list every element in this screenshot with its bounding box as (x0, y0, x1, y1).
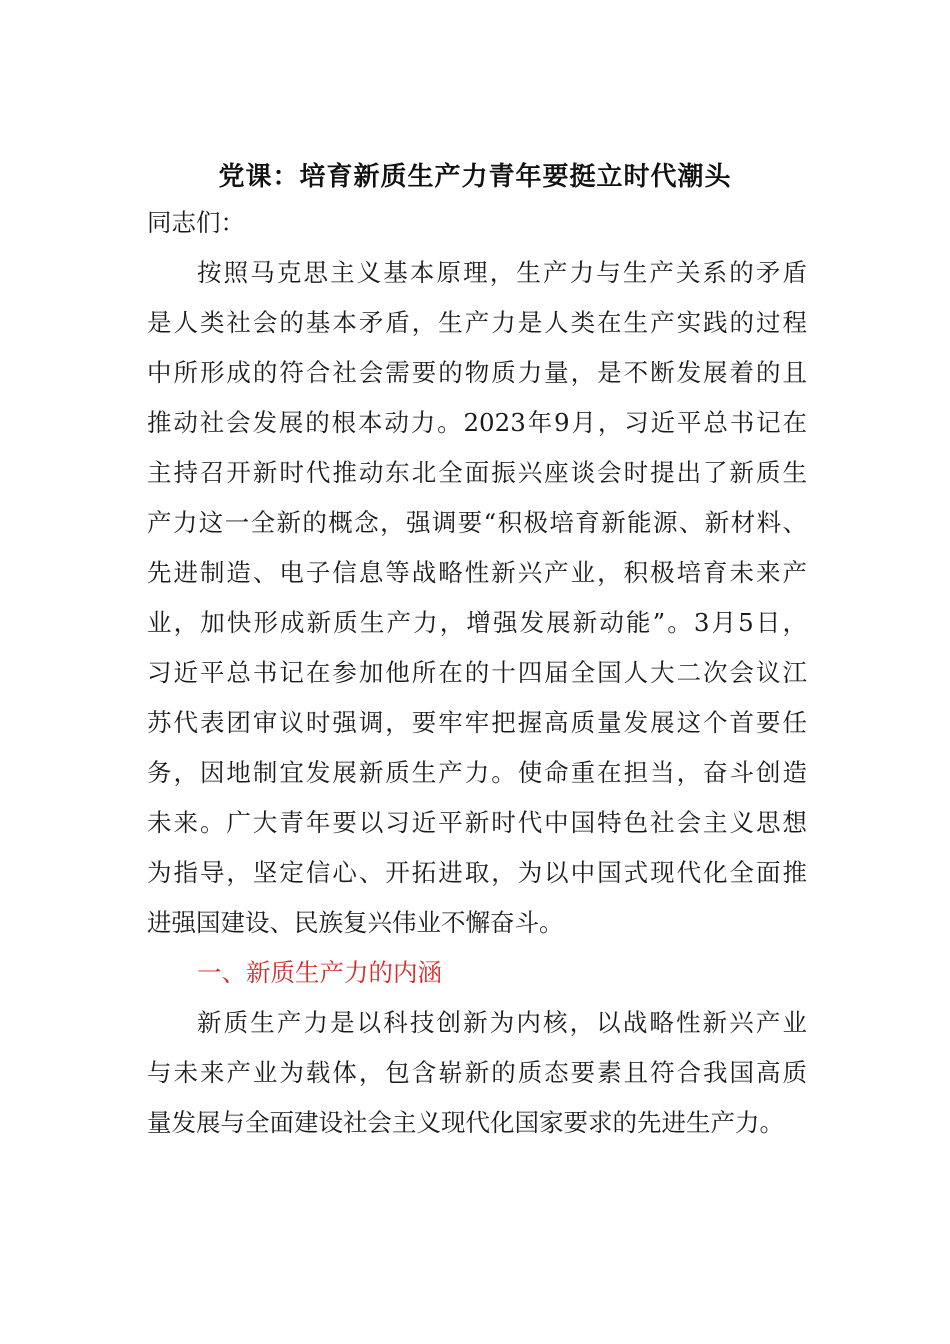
paragraph-line: 按照马克思主义基本原理，生产力与生产关系的矛盾 (197, 258, 807, 287)
paragraph-line: 苏代表团审议时强调，要牢牢把握高质量发展这个首要任 (147, 708, 807, 737)
paragraph-line: 业，加快形成新质生产力，增强发展新动能”。3月5日， (147, 608, 807, 637)
paragraph-line: 务，因地制宜发展新质生产力。使命重在担当，奋斗创造 (147, 758, 807, 787)
paragraph-line: 产力这一全新的概念，强调要“积极培育新能源、新材料、 (147, 508, 807, 537)
paragraph-line: 中所形成的符合社会需要的物质力量，是不断发展着的且 (147, 358, 807, 387)
document-title: 党课：培育新质生产力青年要挺立时代潮头 (218, 162, 732, 192)
paragraph-line: 与未来产业为载体，包含崭新的质态要素且符合我国高质 (147, 1058, 807, 1087)
paragraph-line: 推动社会发展的根本动力。2023年9月，习近平总书记在 (147, 408, 807, 437)
paragraph-line: 习近平总书记在参加他所在的十四届全国人大二次会议江 (147, 658, 807, 687)
paragraph-line: 进强国建设、民族复兴伟业不懈奋斗。 (147, 908, 564, 937)
paragraph-line: 为指导，坚定信心、开拓进取，为以中国式现代化全面推 (147, 858, 807, 887)
paragraph-line: 新质生产力是以科技创新为内核，以战略性新兴产业 (197, 1008, 807, 1037)
paragraph-line: 先进制造、电子信息等战略性新兴产业，积极培育未来产 (147, 558, 807, 587)
paragraph-line: 未来。广大青年要以习近平新时代中国特色社会主义思想 (147, 808, 807, 837)
salutation: 同志们： (147, 208, 245, 237)
paragraph-line: 是人类社会的基本矛盾，生产力是人类在生产实践的过程 (147, 308, 807, 337)
paragraph-line: 量发展与全面建设社会主义现代化国家要求的先进生产力。 (147, 1108, 784, 1137)
paragraph-line: 主持召开新时代推动东北全面振兴座谈会时提出了新质生 (147, 458, 807, 487)
section-heading-1: 一、新质生产力的内涵 (197, 958, 442, 987)
